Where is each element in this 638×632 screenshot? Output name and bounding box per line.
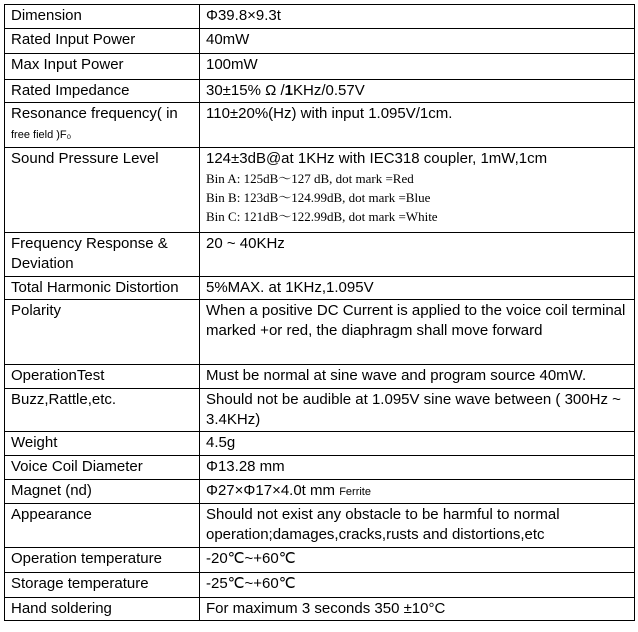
param-cell: Weight <box>5 432 200 456</box>
value-cell: When a positive DC Current is applied to the voice coil terminal marked +or red, the diaphragm shall move forward <box>200 300 635 365</box>
value-cell: 110±20%(Hz) with input 1.095V/1cm. <box>200 103 635 148</box>
param-cell: Operation temperature <box>5 548 200 573</box>
table-row <box>5 480 635 504</box>
table-row <box>5 277 635 300</box>
value-cell: Φ13.28 mm <box>200 456 635 480</box>
table-row <box>5 29 635 54</box>
param-label: Resonance frequency( in <box>11 105 178 122</box>
param-cell: Rated Impedance <box>5 80 200 103</box>
value-cell <box>200 148 635 233</box>
impedance-value: 30±15% Ω / <box>206 82 285 99</box>
table-row <box>5 573 635 598</box>
param-cell: Rated Input Power <box>5 29 200 54</box>
value-cell: Must be normal at sine wave and program source 40mW. <box>200 365 635 389</box>
table-row <box>5 432 635 456</box>
table-row <box>5 233 635 277</box>
table-row <box>5 148 635 233</box>
table-row <box>5 103 635 148</box>
table-row <box>5 5 635 29</box>
param-cell: Appearance <box>5 504 200 548</box>
value-cell: 4.5g <box>200 432 635 456</box>
bin-a-line: Bin A: 125dB～127 dB, dot mark =Red <box>206 171 414 186</box>
magnet-value: Φ27×Φ17×4.0t mm <box>206 482 336 499</box>
table-row <box>5 598 635 621</box>
value-cell: 40mW <box>200 29 635 54</box>
magnet-material: Ferrite <box>339 486 371 498</box>
spec-table <box>4 4 635 621</box>
param-cell: Polarity <box>5 300 200 365</box>
value-cell: Should not be audible at 1.095V sine wave between ( 300Hz ~ 3.4KHz) <box>200 389 635 432</box>
table-row <box>5 389 635 432</box>
param-cell: Magnet (nd) <box>5 480 200 504</box>
param-cell: Frequency Response & Deviation <box>5 233 200 277</box>
param-cell: Storage temperature <box>5 573 200 598</box>
param-cell: Max Input Power <box>5 54 200 80</box>
table-row <box>5 548 635 573</box>
param-cell <box>5 103 200 148</box>
table-row <box>5 365 635 389</box>
value-cell: -20℃~+60℃ <box>200 548 635 573</box>
table-row <box>5 456 635 480</box>
param-cell: Voice Coil Diameter <box>5 456 200 480</box>
impedance-value-bold: 1 <box>284 82 293 99</box>
table-row <box>5 300 635 365</box>
table-row <box>5 80 635 103</box>
value-cell: 100mW <box>200 54 635 80</box>
bin-c-line: Bin C: 121dB～122.99dB, dot mark =White <box>206 209 438 224</box>
value-cell: -25℃~+60℃ <box>200 573 635 598</box>
value-cell <box>200 80 635 103</box>
value-cell: Should not exist any obstacle to be harmful to normal operation;damages,cracks,rusts and distortions,etc <box>200 504 635 548</box>
value-cell <box>200 480 635 504</box>
impedance-value-post: KHz/0.57V <box>293 82 365 99</box>
value-cell: 20 ~ 40KHz <box>200 233 635 277</box>
value-cell: Φ39.8×9.3t <box>200 5 635 29</box>
param-cell: Dimension <box>5 5 200 29</box>
table-row <box>5 54 635 80</box>
param-sublabel: free field )F₀ <box>11 129 72 141</box>
param-cell: OperationTest <box>5 365 200 389</box>
value-cell: For maximum 3 seconds 350 ±10°C <box>200 598 635 621</box>
bin-b-line: Bin B: 123dB～124.99dB, dot mark =Blue <box>206 190 431 205</box>
param-cell: Total Harmonic Distortion <box>5 277 200 300</box>
param-cell: Sound Pressure Level <box>5 148 200 233</box>
param-cell: Hand soldering <box>5 598 200 621</box>
value-cell: 5%MAX. at 1KHz,1.095V <box>200 277 635 300</box>
param-cell: Buzz,Rattle,etc. <box>5 389 200 432</box>
table-row <box>5 504 635 548</box>
spl-value: 124±3dB@at 1KHz with IEC318 coupler, 1mW,1cm <box>206 150 548 167</box>
